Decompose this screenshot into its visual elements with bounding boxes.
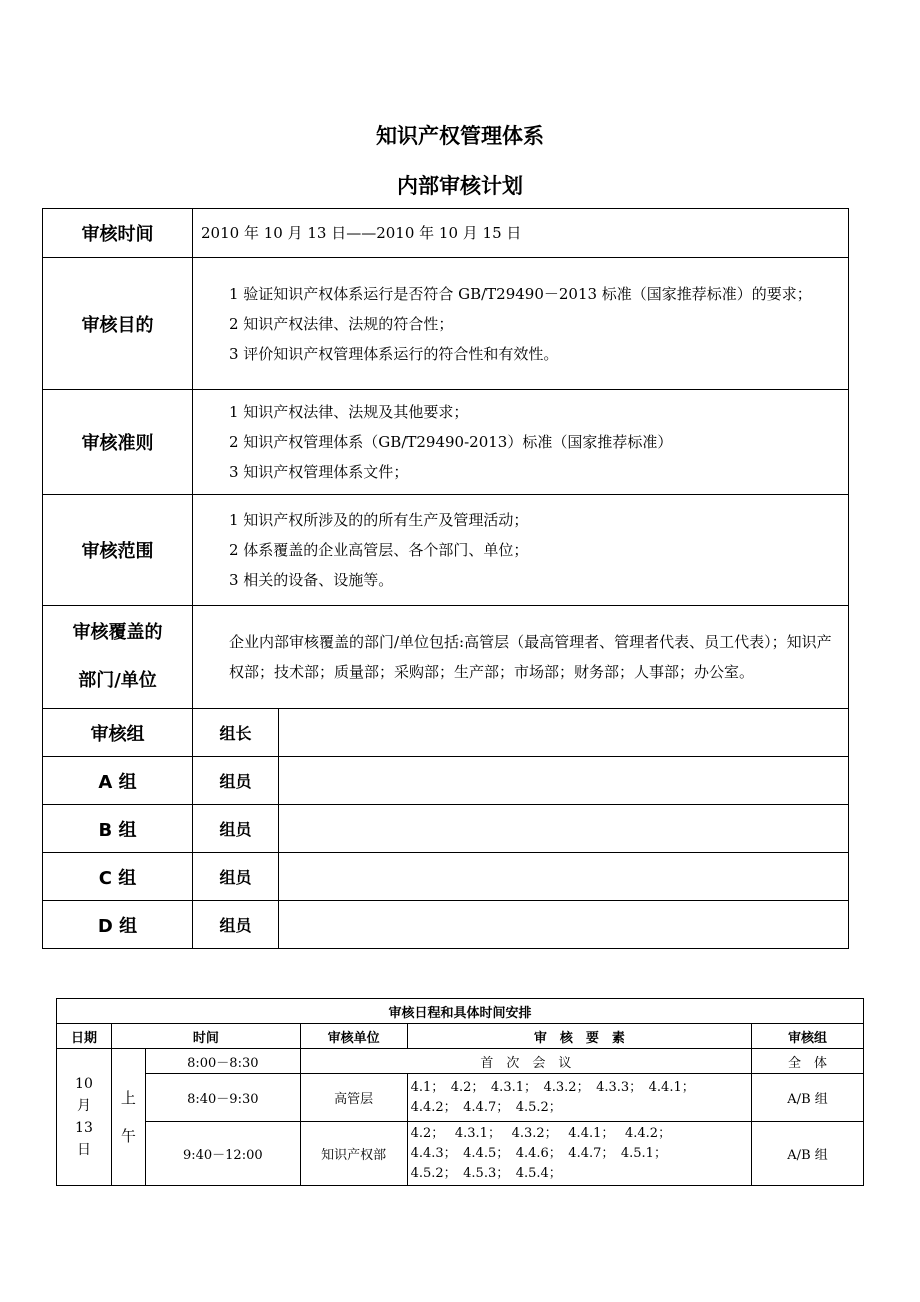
team-members	[279, 901, 849, 949]
purpose-item: 1 验证知识产权体系运行是否符合 GB/T29490－2013 标准（国家推荐标准）的要求；	[229, 284, 812, 303]
team-row	[43, 853, 849, 901]
team-row	[43, 901, 849, 949]
label-audit-scope: 审核范围	[43, 495, 193, 606]
coverage-text: 企业内部审核覆盖的部门/单位包括:高管层（最高管理者、管理者代表、员工代表）；知识产权部；技术部；质量部；采购部；生产部；市场部；财务部；人事部；办公室。	[229, 633, 832, 681]
value-audit-purpose	[193, 258, 849, 390]
document-title: 知识产权管理体系	[376, 124, 544, 148]
schedule-table	[56, 998, 864, 1186]
team-members	[279, 757, 849, 805]
date-part: 月	[76, 1098, 91, 1114]
value-audit-scope	[193, 495, 849, 606]
coverage-label-line1: 审核覆盖的	[72, 622, 163, 643]
row-audit-criteria	[43, 390, 849, 495]
row-elements	[407, 1074, 752, 1122]
date-part: 日	[76, 1142, 91, 1158]
label-audit-time: 审核时间	[43, 209, 193, 258]
element-line: 4.4.2； 4.4.7； 4.5.2；	[410, 1099, 562, 1115]
team-row	[43, 805, 849, 853]
row-elements	[407, 1122, 752, 1186]
schedule-date	[57, 1049, 112, 1186]
purpose-item: 2 知识产权法律、法规的符合性；	[229, 314, 454, 333]
value-audit-criteria	[193, 390, 849, 495]
scope-item: 2 体系覆盖的企业高管层、各个部门、单位；	[229, 541, 529, 559]
team-row	[43, 757, 849, 805]
row-unit: 高管层	[300, 1074, 407, 1122]
team-members	[279, 805, 849, 853]
coverage-label-line2: 部门/单位	[78, 670, 157, 691]
value-audit-time: 2010 年 10 月 13 日——2010 年 10 月 15 日	[193, 209, 849, 258]
criteria-item: 1 知识产权法律、法规及其他要求；	[229, 403, 469, 421]
team-role: 组员	[193, 757, 279, 805]
row-group: A/B 组	[752, 1074, 864, 1122]
team-members	[279, 853, 849, 901]
row-audit-purpose	[43, 258, 849, 390]
team-group: B 组	[43, 805, 193, 853]
label-audit-coverage	[43, 606, 193, 709]
schedule-title: 审核日程和具体时间安排	[57, 999, 864, 1024]
row-time: 8:40－9:30	[145, 1074, 300, 1122]
audit-plan-table	[42, 208, 849, 949]
team-role: 组员	[193, 853, 279, 901]
label-audit-criteria: 审核准则	[43, 390, 193, 495]
team-role: 组员	[193, 901, 279, 949]
team-group: D 组	[43, 901, 193, 949]
row-group: 全 体	[752, 1049, 864, 1074]
date-part: 13	[75, 1120, 93, 1136]
period-part: 午	[120, 1127, 136, 1145]
scope-item: 1 知识产权所涉及的的所有生产及管理活动；	[229, 511, 529, 529]
row-time: 8:00－8:30	[145, 1049, 300, 1074]
criteria-item: 3 知识产权管理体系文件；	[229, 463, 409, 481]
row-elements: 首 次 会 议	[300, 1049, 751, 1074]
team-row	[43, 709, 849, 757]
criteria-item: 2 知识产权管理体系（GB/T29490-2013）标准（国家推荐标准）	[229, 433, 673, 451]
schedule-row	[57, 1074, 864, 1122]
element-line: 4.2； 4.3.1； 4.3.2； 4.4.1； 4.4.2；	[410, 1125, 672, 1141]
team-role: 组员	[193, 805, 279, 853]
schedule-title-row	[57, 999, 864, 1024]
element-line: 4.5.2； 4.5.3； 4.5.4；	[410, 1165, 562, 1181]
date-part: 10	[75, 1076, 93, 1092]
schedule-row	[57, 1122, 864, 1186]
schedule-row	[57, 1049, 864, 1074]
row-audit-scope	[43, 495, 849, 606]
header-group: 审核组	[752, 1024, 864, 1049]
value-audit-coverage	[193, 606, 849, 709]
header-time: 时间	[111, 1024, 300, 1049]
team-group: A 组	[43, 757, 193, 805]
scope-item: 3 相关的设备、设施等。	[229, 571, 394, 589]
team-group: C 组	[43, 853, 193, 901]
team-role: 组长	[193, 709, 279, 757]
team-group: 审核组	[43, 709, 193, 757]
team-members	[279, 709, 849, 757]
period-part: 上	[120, 1089, 136, 1107]
header-date: 日期	[57, 1024, 112, 1049]
header-elements: 审 核 要 素	[407, 1024, 752, 1049]
row-unit: 知识产权部	[300, 1122, 407, 1186]
element-line: 4.4.3； 4.4.5； 4.4.6； 4.4.7； 4.5.1；	[410, 1145, 667, 1161]
label-audit-purpose: 审核目的	[43, 258, 193, 390]
row-audit-coverage	[43, 606, 849, 709]
header-unit: 审核单位	[300, 1024, 407, 1049]
schedule-period	[111, 1049, 145, 1186]
purpose-item: 3 评价知识产权管理体系运行的符合性和有效性。	[229, 344, 559, 363]
row-group: A/B 组	[752, 1122, 864, 1186]
row-time: 9:40－12:00	[145, 1122, 300, 1186]
row-audit-time	[43, 209, 849, 258]
document-subtitle: 内部审核计划	[397, 174, 523, 198]
schedule-header-row	[57, 1024, 864, 1049]
element-line: 4.1； 4.2； 4.3.1； 4.3.2； 4.3.3； 4.4.1；	[410, 1079, 695, 1095]
